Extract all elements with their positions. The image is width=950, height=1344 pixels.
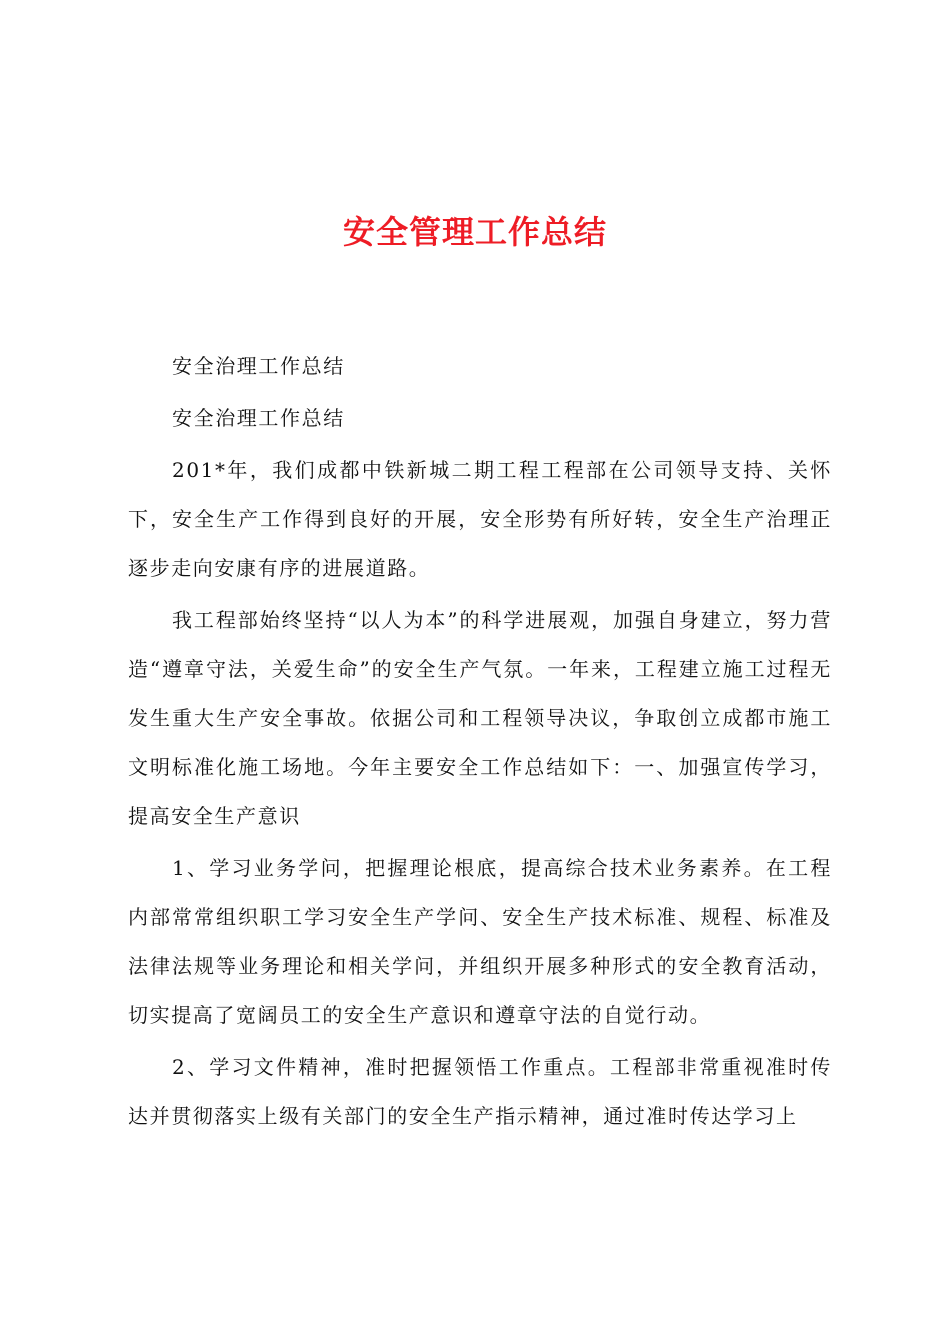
paragraph-intro: 201*年，我们成都中铁新城二期工程工程部在公司领导支持、关怀下，安全生产工作得到良好的开展，安全形势有所好转，安全生产治理正逐步走向安康有序的进展道路。 xyxy=(128,458,832,580)
paragraph-subtitle-2: 安全治理工作总结 xyxy=(172,406,345,430)
paragraph-item-1: 1、学习业务学问，把握理论根底，提高综合技术业务素养。在工程内部常常组织职工学习安全生产学问、安全生产技术标准、规程、标准及法律法规等业务理论和相关学问，并组织开展多种形式的安全教育活动，切实提高了宽阔员工的安全生产意识和遵章守法的自觉行动。 xyxy=(128,856,832,1027)
document-body xyxy=(128,342,832,1144)
paragraph-overview: 我工程部始终坚持“以人为本”的科学进展观，加强自身建立，努力营造“遵章守法，关爱生命”的安全生产气氛。一年来，工程建立施工过程无发生重大生产安全事故。依据公司和工程领导决议，争取创立成都市施工文明标准化施工场地。今年主要安全工作总结如下：一、加强宣传学习，提高安全生产意识 xyxy=(128,608,832,828)
paragraph-item-2: 2、学习文件精神，准时把握领悟工作重点。工程部非常重视准时传达并贯彻落实上级有关部门的安全生产指示精神，通过准时传达学习上 xyxy=(128,1055,832,1128)
paragraph-subtitle-1: 安全治理工作总结 xyxy=(172,354,345,378)
page-title: 安全管理工作总结 xyxy=(342,213,607,251)
